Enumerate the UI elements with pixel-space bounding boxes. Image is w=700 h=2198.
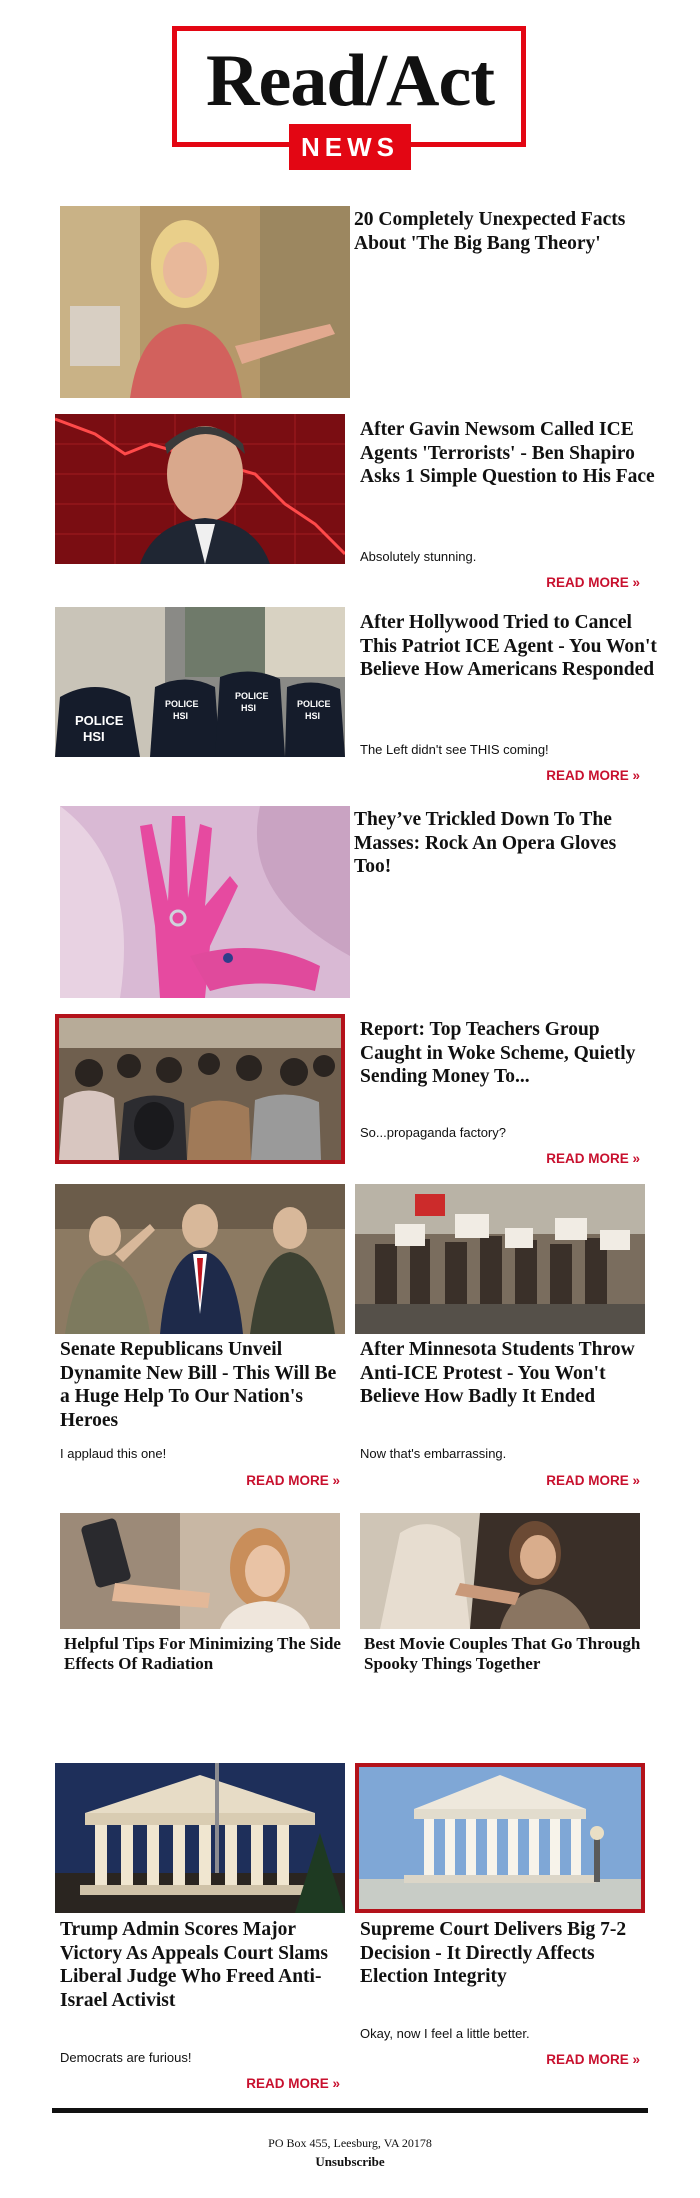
article-headline[interactable]: Supreme Court Delivers Big 7-2 Decision - It Directly Affects Election Integrity	[360, 1919, 627, 1987]
svg-text:POLICE: POLICE	[297, 699, 331, 709]
svg-text:POLICE: POLICE	[165, 699, 199, 709]
read-more-link[interactable]: READ MORE »	[546, 1151, 640, 1166]
article-teaser: Okay, now I feel a little better.	[360, 2026, 530, 2041]
brand-logo: Read/Act	[206, 40, 494, 122]
read-more-link[interactable]: READ MORE »	[546, 2052, 640, 2067]
article-image-gloves[interactable]	[60, 806, 350, 998]
article-headline[interactable]: Best Movie Couples That Go Through Spooky Things Together	[364, 1634, 641, 1673]
article-headline[interactable]: Trump Admin Scores Major Victory As Appeals Court Slams Liberal Judge Who Freed Anti-Israel Activist	[60, 1919, 328, 2011]
read-more-link[interactable]: READ MORE »	[546, 1473, 640, 1488]
article-teaser: The Left didn't see THIS coming!	[360, 742, 549, 757]
article-headline[interactable]: Report: Top Teachers Group Caught in Woke Scheme, Quietly Sending Money To...	[360, 1019, 636, 1087]
svg-text:POLICE: POLICE	[235, 691, 269, 701]
svg-text:HSI: HSI	[305, 711, 321, 721]
article-teaser: So...propaganda factory?	[360, 1125, 506, 1140]
article-image-protest[interactable]	[355, 1184, 645, 1334]
article-teaser: Now that's embarrassing.	[360, 1446, 507, 1461]
article-image-phone[interactable]	[60, 1513, 340, 1629]
svg-text:HSI: HSI	[241, 703, 257, 713]
svg-text:HSI: HSI	[83, 729, 105, 744]
article-teaser: I applaud this one!	[60, 1446, 167, 1461]
article-headline[interactable]: They’ve Trickled Down To The Masses: Rock An Opera Gloves Too!	[354, 809, 617, 877]
footer-divider	[52, 2108, 648, 2113]
article-image-soldiers[interactable]	[55, 1184, 345, 1334]
read-more-link[interactable]: READ MORE »	[246, 2076, 340, 2091]
article-image-politician[interactable]	[55, 414, 345, 564]
article-headline[interactable]: Helpful Tips For Minimizing The Side Effects Of Radiation	[64, 1634, 341, 1673]
svg-text:POLICE: POLICE	[75, 713, 124, 728]
article-teaser: Absolutely stunning.	[360, 549, 477, 564]
read-more-link[interactable]: READ MORE »	[546, 768, 640, 783]
unsubscribe-link[interactable]: Unsubscribe	[315, 2154, 385, 2169]
article-headline[interactable]: 20 Completely Unexpected Facts About 'The Big Bang Theory'	[354, 209, 626, 254]
article-image-court-night[interactable]	[55, 1763, 345, 1913]
article-image-agents[interactable]	[55, 607, 345, 757]
article-image-horror[interactable]	[360, 1513, 640, 1629]
article-teaser: Democrats are furious!	[60, 2050, 192, 2065]
svg-text:HSI: HSI	[173, 711, 189, 721]
article-headline[interactable]: After Hollywood Tried to Cancel This Patriot ICE Agent - You Won't Believe How Americans Responded	[360, 612, 657, 680]
footer-address: PO Box 455, Leesburg, VA 20178	[268, 2136, 432, 2150]
read-more-link[interactable]: READ MORE »	[246, 1473, 340, 1488]
article-image-actress[interactable]	[60, 206, 350, 398]
article-image-hallway[interactable]	[55, 1014, 345, 1164]
article-headline[interactable]: After Gavin Newsom Called ICE Agents 'Terrorists' - Ben Shapiro Asks 1 Simple Question to His Face	[360, 419, 655, 487]
article-image-court-day[interactable]	[355, 1763, 645, 1913]
article-headline[interactable]: After Minnesota Students Throw Anti-ICE Protest - You Won't Believe How Badly It Ended	[360, 1339, 635, 1407]
article-headline[interactable]: Senate Republicans Unveil Dynamite New Bill - This Will Be a Huge Help To Our Nation's Heroes	[60, 1339, 337, 1431]
logo-news-label: NEWS	[301, 132, 399, 162]
read-more-link[interactable]: READ MORE »	[546, 575, 640, 590]
